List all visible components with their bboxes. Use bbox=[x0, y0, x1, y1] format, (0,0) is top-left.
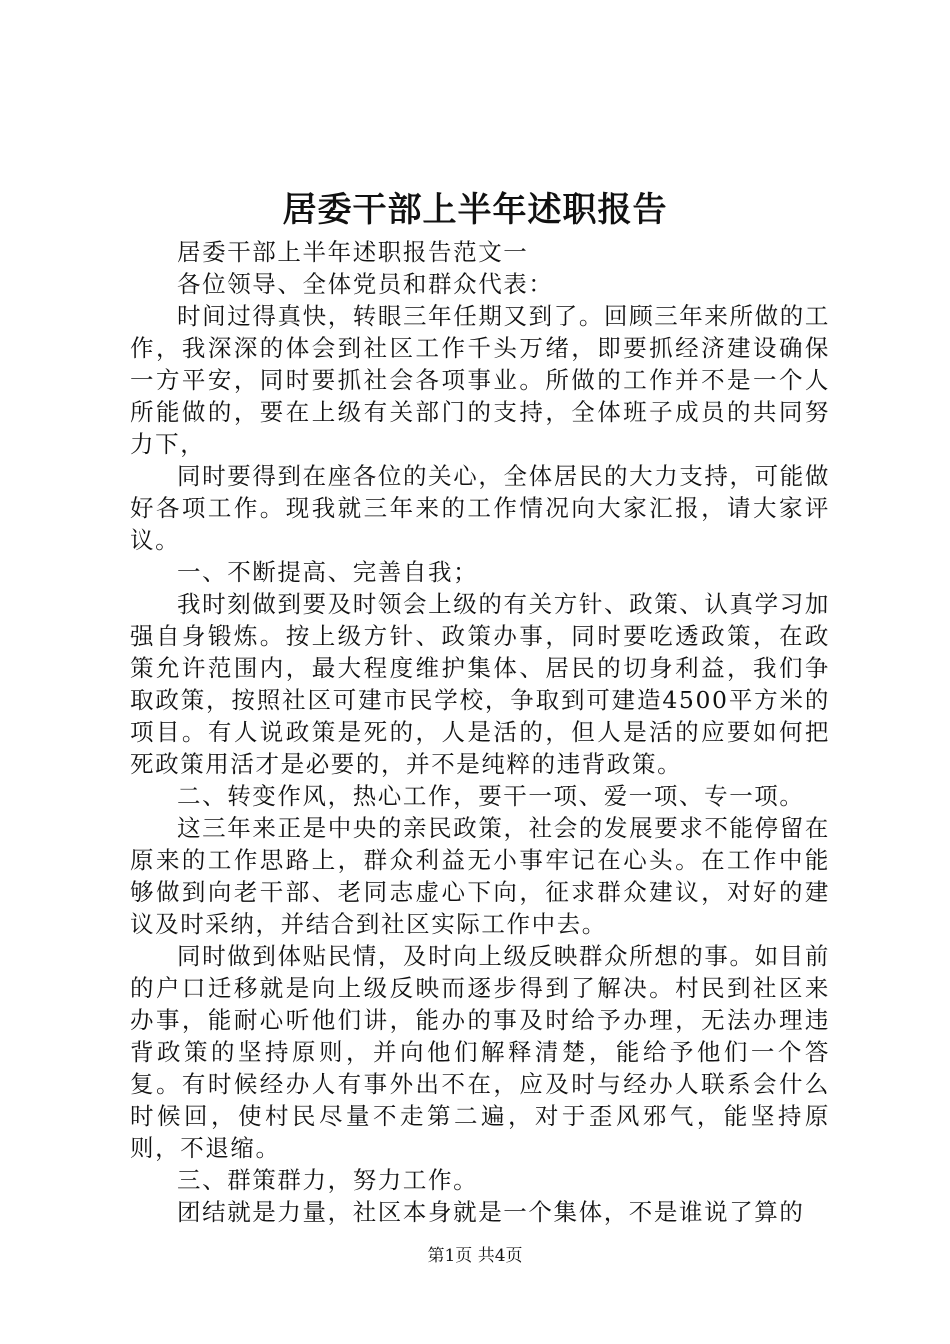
document-body bbox=[130, 236, 830, 1228]
paragraph: 同时做到体贴民情，及时向上级反映群众所想的事。如目前的户口迁移就是向上级反映而逐步得到了解决。村民到社区来办事，能耐心听他们讲，能办的事及时给予办理，无法办理违背政策的坚持原则，并向他们解释清楚，能给予他们一个答复。有时候经办人有事外出不在，应及时与经办人联系会什么时候回，使村民尽量不走第二遍，对于歪风邪气，能坚持原则，不退缩。 bbox=[130, 942, 830, 1162]
paragraph: 时间过得真快，转眼三年任期又到了。回顾三年来所做的工作，我深深的体会到社区工作千头万绪，即要抓经济建设确保一方平安，同时要抓社会各项事业。所做的工作并不是一个人所能做的，要在上级有关部门的支持，全体班子成员的共同努力下， bbox=[130, 302, 830, 458]
paragraph-salutation: 各位领导、全体党员和群众代表： bbox=[177, 270, 554, 298]
section-heading-2: 二、转变作风，热心工作，要干一项、爱一项、专一项。 bbox=[177, 782, 805, 810]
paragraph: 同时要得到在座各位的关心，全体居民的大力支持，可能做好各项工作。现我就三年来的工作情况向大家汇报，请大家评议。 bbox=[130, 462, 830, 554]
section-heading-3: 三、群策群力，努力工作。 bbox=[177, 1166, 479, 1194]
paragraph-subtitle: 居委干部上半年述职报告范文一 bbox=[177, 238, 529, 266]
document-title: 居委干部上半年述职报告 bbox=[282, 190, 668, 230]
page-footer: 第1页 共4页 bbox=[427, 1246, 523, 1266]
paragraph: 这三年来正是中央的亲民政策，社会的发展要求不能停留在原来的工作思路上，群众利益无小事牢记在心头。在工作中能够做到向老干部、老同志虚心下向，征求群众建议，对好的建议及时采纳，并结合到社区实际工作中去。 bbox=[130, 814, 830, 938]
paragraph: 团结就是力量，社区本身就是一个集体，不是谁说了算的 bbox=[177, 1198, 805, 1226]
section-heading-1: 一、不断提高、完善自我； bbox=[177, 558, 479, 586]
paragraph: 我时刻做到要及时领会上级的有关方针、政策、认真学习加强自身锻炼。按上级方针、政策办事，同时要吃透政策，在政策允许范围内，最大程度维护集体、居民的切身利益，我们争取政策，按照社区可建市民学校，争取到可建造4500平方米的项目。有人说政策是死的，人是活的，但人是活的应要如何把死政策用活才是必要的，并不是纯粹的违背政策。 bbox=[130, 590, 830, 778]
